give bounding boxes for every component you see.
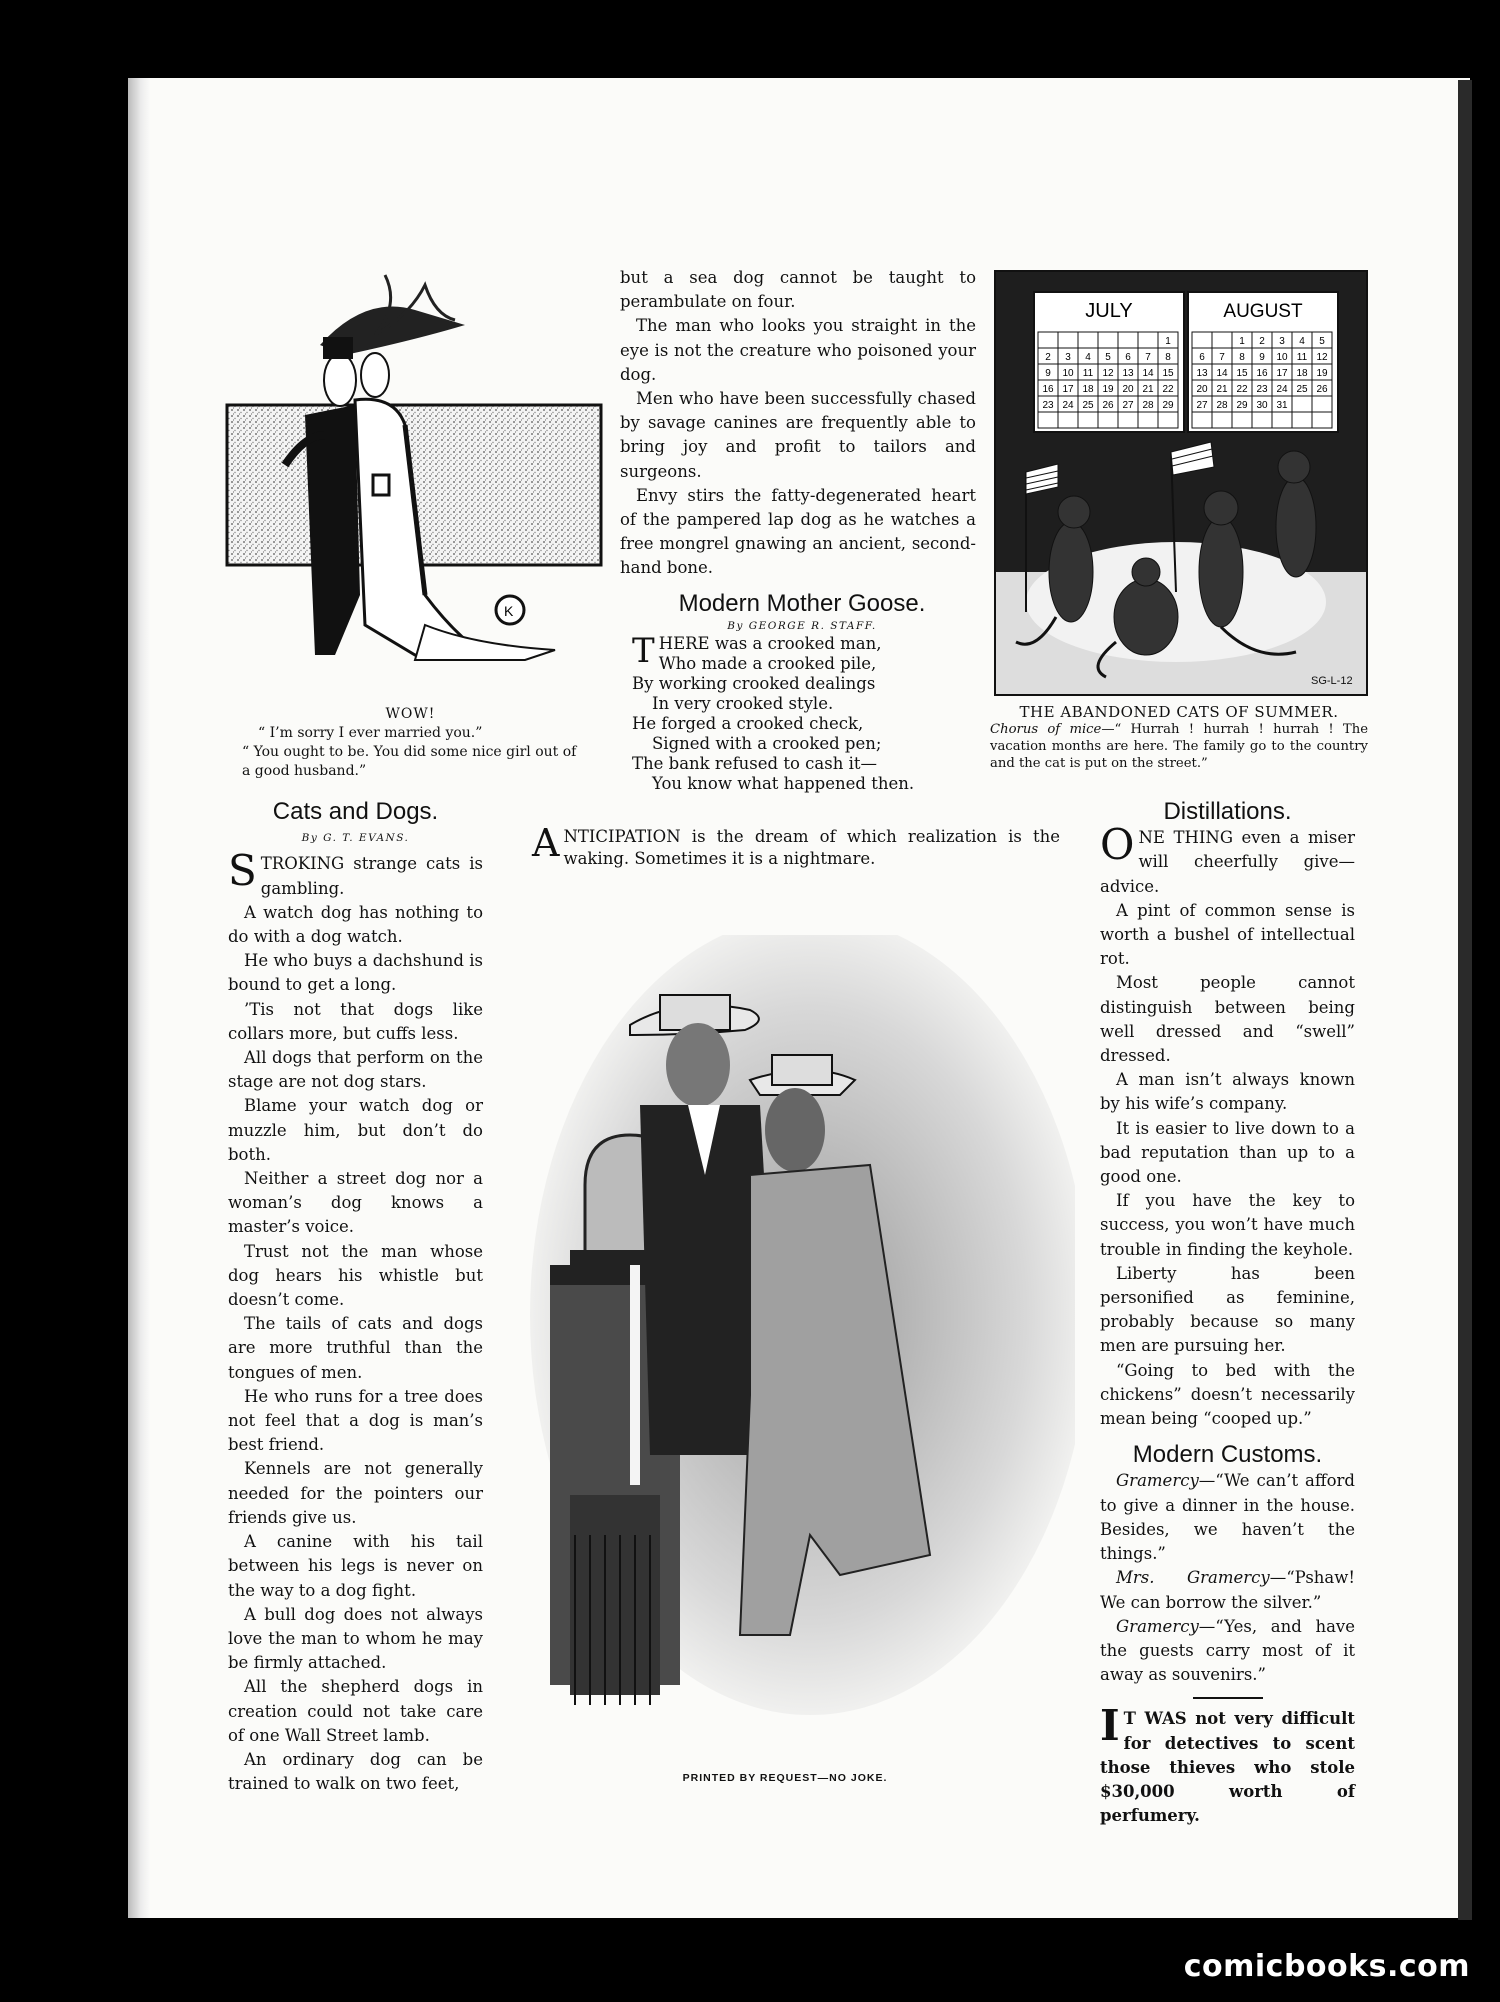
cats-caption-quote: —“ Hurrah ! hurrah ! hurrah ! The vacation months are here. The family go to the country and the cat is put on the street.” xyxy=(990,722,1368,771)
abandoned-cats-cartoon xyxy=(994,270,1368,696)
paragraph: “Going to bed with the chickens” doesn’t necessarily mean being “cooped up.” xyxy=(1100,1360,1355,1429)
calendar-day-number: 7 xyxy=(1219,352,1225,363)
calendar-day-number: 1 xyxy=(1165,336,1171,347)
calendar-day-number: 9 xyxy=(1045,368,1051,379)
poem-line: By working crooked dealings xyxy=(632,674,876,693)
calendar-day-number: 4 xyxy=(1085,352,1091,363)
wow-cartoon xyxy=(225,265,605,675)
calendar-day-number: 26 xyxy=(1102,400,1114,411)
calendar-day-number: 2 xyxy=(1045,352,1051,363)
calendar-day-number: 12 xyxy=(1316,352,1328,363)
calendar-day-number: 29 xyxy=(1236,400,1248,411)
cats-and-dogs-dropcap: S xyxy=(228,846,257,896)
mother-goose-section xyxy=(632,590,972,794)
calendar-day-number: 11 xyxy=(1082,368,1094,379)
mother-goose-poem xyxy=(632,631,972,794)
center-top-column xyxy=(620,266,976,581)
calendar-day-number: 7 xyxy=(1145,352,1151,363)
calendar-day-number: 5 xyxy=(1319,336,1325,347)
calendar-day-number: 13 xyxy=(1122,368,1134,379)
cartoon-signature: SG-L-12 xyxy=(1311,675,1353,687)
calendar-day-number: 6 xyxy=(1125,352,1131,363)
paragraph: A canine with his tail between his legs is never on the way to a dog fight. xyxy=(228,1532,483,1600)
calendar-day-number: 8 xyxy=(1165,352,1171,363)
paragraph: Envy stirs the fatty-degenerated heart of the pampered lap dog as he watches a free mongrel gnawing an ancient, second-hand bone. xyxy=(620,485,976,578)
calendar-day-number: 16 xyxy=(1042,384,1054,395)
calendar-day-number: 18 xyxy=(1082,384,1094,395)
calendar-day-number: 11 xyxy=(1296,352,1308,363)
calendar-day-number: 22 xyxy=(1236,384,1248,395)
calendar-day-number: 23 xyxy=(1042,400,1054,411)
calendar-july-title: JULY xyxy=(1085,300,1133,322)
paragraph: An ordinary dog can be trained to walk on two feet, xyxy=(228,1749,483,1794)
paragraph: It is easier to live down to a bad reputation than up to a good one. xyxy=(1100,1118,1355,1187)
cats-caption xyxy=(990,704,1368,772)
paragraph: Men who have been successfully chased by savage canines are frequently able to bring joy and profit to tailors and surgeons. xyxy=(620,389,976,481)
poem-line: You know what happened then. xyxy=(652,774,915,793)
mother-goose-byline: By GEORGE R. STAFF. xyxy=(727,620,877,632)
mother-goose-title: Modern Mother Goose. xyxy=(678,590,926,617)
paragraph: Blame your watch dog or muzzle him, but don’t do both. xyxy=(228,1096,483,1164)
calendar-august-title: AUGUST xyxy=(1223,301,1303,322)
page-spine-shadow xyxy=(128,78,150,1918)
cats-and-dogs-title: Cats and Dogs. xyxy=(272,798,439,825)
calendar-day-number: 20 xyxy=(1122,384,1134,395)
dialogue-line: —“Pshaw! We can borrow the silver.” xyxy=(1100,1568,1355,1612)
calendar-day-number: 23 xyxy=(1256,384,1268,395)
svg-text:K: K xyxy=(504,603,514,619)
paragraph: All dogs that perform on the stage are not dog stars. xyxy=(228,1048,483,1092)
paragraph: A man isn’t always known by his wife’s company. xyxy=(1100,1070,1355,1114)
calendar-day-number: 16 xyxy=(1256,368,1268,379)
poem-line: In very crooked style. xyxy=(652,694,834,713)
wow-caption-title: WOW! xyxy=(385,706,436,722)
poem-line: Who made a crooked pile, xyxy=(658,654,877,673)
calendar-day-number: 13 xyxy=(1196,368,1208,379)
poem-line: He forged a crooked check, xyxy=(632,714,864,733)
paragraph: NE THING even a miser will cheerfully give—advice. xyxy=(1100,828,1355,896)
paragraph: Trust not the man whose dog hears his whistle but doesn’t come. xyxy=(228,1241,483,1310)
calendar-day-number: 6 xyxy=(1199,352,1205,363)
calendar-day-number: 2 xyxy=(1259,336,1265,347)
speaker-name: Mrs. Gramercy xyxy=(1116,1568,1270,1588)
anticipation-quip xyxy=(532,821,1060,870)
paragraph: If you have the key to success, you won’t have much trouble in finding the keyhole. xyxy=(1100,1191,1355,1259)
calendar-day-number: 14 xyxy=(1216,368,1228,379)
paragraph: Most people cannot distinguish between being well dressed and “swell” dressed. xyxy=(1100,973,1355,1066)
poem-line: Signed with a crooked pen; xyxy=(652,734,882,753)
calendar-day-number: 21 xyxy=(1142,384,1154,395)
cats-caption-speaker: Chorus of mice xyxy=(990,722,1102,737)
wow-cartoon-drawing xyxy=(225,265,605,675)
dialogue-line: —“We can’t afford to give a dinner in the house. Besides, we haven’t the things.” xyxy=(1100,1471,1355,1564)
calendar-day-number: 19 xyxy=(1316,368,1328,379)
ticker-illustration-drawing xyxy=(510,935,1075,1765)
paragraph: He who runs for a tree does not feel that a dog is man’s best friend. xyxy=(228,1386,483,1455)
speaker-name: Gramercy xyxy=(1116,1471,1199,1491)
modern-customs-title: Modern Customs. xyxy=(1132,1441,1323,1469)
wow-caption-line-1: “ I’m sorry I ever married you.” xyxy=(258,725,483,741)
distillations-title: Distillations. xyxy=(1163,798,1292,825)
calendar-day-number: 25 xyxy=(1082,400,1094,411)
calendar-day-number: 10 xyxy=(1276,352,1288,363)
paragraph: A watch dog has nothing to do with a dog watch. xyxy=(228,902,483,947)
paragraph: A pint of common sense is worth a bushel of intellectual rot. xyxy=(1100,900,1355,969)
calendar-day-number: 3 xyxy=(1279,336,1285,347)
calendar-day-number: 8 xyxy=(1239,352,1245,363)
paragraph: Neither a street dog nor a woman’s dog knows a master’s voice. xyxy=(228,1169,483,1237)
calendar-day-number: 30 xyxy=(1256,400,1268,411)
poem-line: The bank refused to cash it— xyxy=(632,754,877,773)
ticker-illustration xyxy=(510,935,1075,1765)
wow-caption-line-2: “ You ought to be. You did some nice girl out of a good husband.” xyxy=(242,744,577,779)
cats-cartoon-drawing xyxy=(996,272,1366,694)
paragraph: Kennels are not generally needed for the pointers our friends give us. xyxy=(228,1459,483,1527)
poem-dropcap: T xyxy=(632,631,655,671)
calendar-day-number: 9 xyxy=(1259,352,1265,363)
calendar-day-number: 27 xyxy=(1122,400,1134,411)
cats-and-dogs-section xyxy=(228,800,483,1796)
calendar-day-number: 31 xyxy=(1276,400,1288,411)
paragraph: The tails of cats and dogs are more truthful than the tongues of men. xyxy=(228,1314,483,1382)
site-watermark: comicbooks.com xyxy=(1183,1949,1470,1984)
paragraph: ’Tis not that dogs like collars more, but cuffs less. xyxy=(228,999,483,1043)
calendar-day-number: 3 xyxy=(1065,352,1071,363)
distillations-section xyxy=(1100,800,1355,1828)
calendar-day-number: 29 xyxy=(1162,400,1174,411)
calendar-day-number: 18 xyxy=(1296,368,1308,379)
calendar-day-number: 28 xyxy=(1216,400,1228,411)
calendar-day-number: 21 xyxy=(1216,384,1228,395)
calendar-day-number: 17 xyxy=(1062,384,1074,395)
calendar-day-number: 17 xyxy=(1276,368,1288,379)
calendar-day-number: 24 xyxy=(1062,400,1074,411)
anticipation-text: NTICIPATION is the dream of which realization is the waking. Sometimes it is a nightmare. xyxy=(563,827,1060,868)
cats-and-dogs-byline: By G. T. EVANS. xyxy=(301,832,410,845)
anticipation-dropcap: A xyxy=(532,821,560,865)
calendar-day-number: 20 xyxy=(1196,384,1208,395)
calendar-day-number: 25 xyxy=(1296,384,1308,395)
wow-caption xyxy=(238,705,583,781)
calendar-day-number: 22 xyxy=(1162,384,1174,395)
paragraph: A bull dog does not always love the man to whom he may be firmly attached. xyxy=(228,1604,483,1673)
paragraph: Liberty has been personified as feminine, probably because so many men are pursuing her. xyxy=(1100,1263,1355,1356)
calendar-day-number: 14 xyxy=(1142,368,1154,379)
calendar-day-number: 12 xyxy=(1102,368,1114,379)
calendar-day-number: 1 xyxy=(1239,336,1245,347)
calendar-day-number: 26 xyxy=(1316,384,1328,395)
detectives-dropcap: I xyxy=(1100,1701,1120,1751)
calendar-day-number: 27 xyxy=(1196,400,1208,411)
distillations-dropcap: O xyxy=(1100,820,1135,870)
calendar-day-number: 28 xyxy=(1142,400,1154,411)
illustration-caption: PRINTED BY REQUEST—NO JOKE. xyxy=(682,1772,888,1784)
paragraph: The man who looks you straight in the eye is not the creature who poisoned your dog. xyxy=(620,316,976,384)
poem-line: HERE was a crooked man, xyxy=(658,634,882,653)
calendar-day-number: 19 xyxy=(1102,384,1114,395)
calendar-day-number: 15 xyxy=(1162,368,1174,379)
dialogue-line: —“Yes, and have the guests carry most of it away as souvenirs.” xyxy=(1100,1616,1355,1685)
paragraph: He who buys a dachshund is bound to get a long. xyxy=(228,951,483,995)
calendar-day-number: 4 xyxy=(1299,336,1305,347)
detectives-text: T WAS not very difficult for detectives to scent those thieves who stole $30,000 worth of perfumery. xyxy=(1100,1709,1355,1826)
next-page-edge xyxy=(1458,80,1472,1920)
calendar-day-number: 24 xyxy=(1276,384,1288,395)
paragraph: but a sea dog cannot be taught to perambulate on four. xyxy=(620,268,976,312)
calendar-day-number: 5 xyxy=(1105,352,1111,363)
cats-caption-title: THE ABANDONED CATS OF SUMMER. xyxy=(1019,703,1339,721)
paragraph: TROKING strange cats is gambling. xyxy=(260,854,483,898)
section-divider xyxy=(1193,1697,1263,1699)
speaker-name: Gramercy xyxy=(1116,1616,1199,1636)
calendar-day-number: 10 xyxy=(1062,368,1074,379)
calendar-day-number: 15 xyxy=(1236,368,1248,379)
paragraph: All the shepherd dogs in creation could not take care of one Wall Street lamb. xyxy=(228,1677,483,1745)
